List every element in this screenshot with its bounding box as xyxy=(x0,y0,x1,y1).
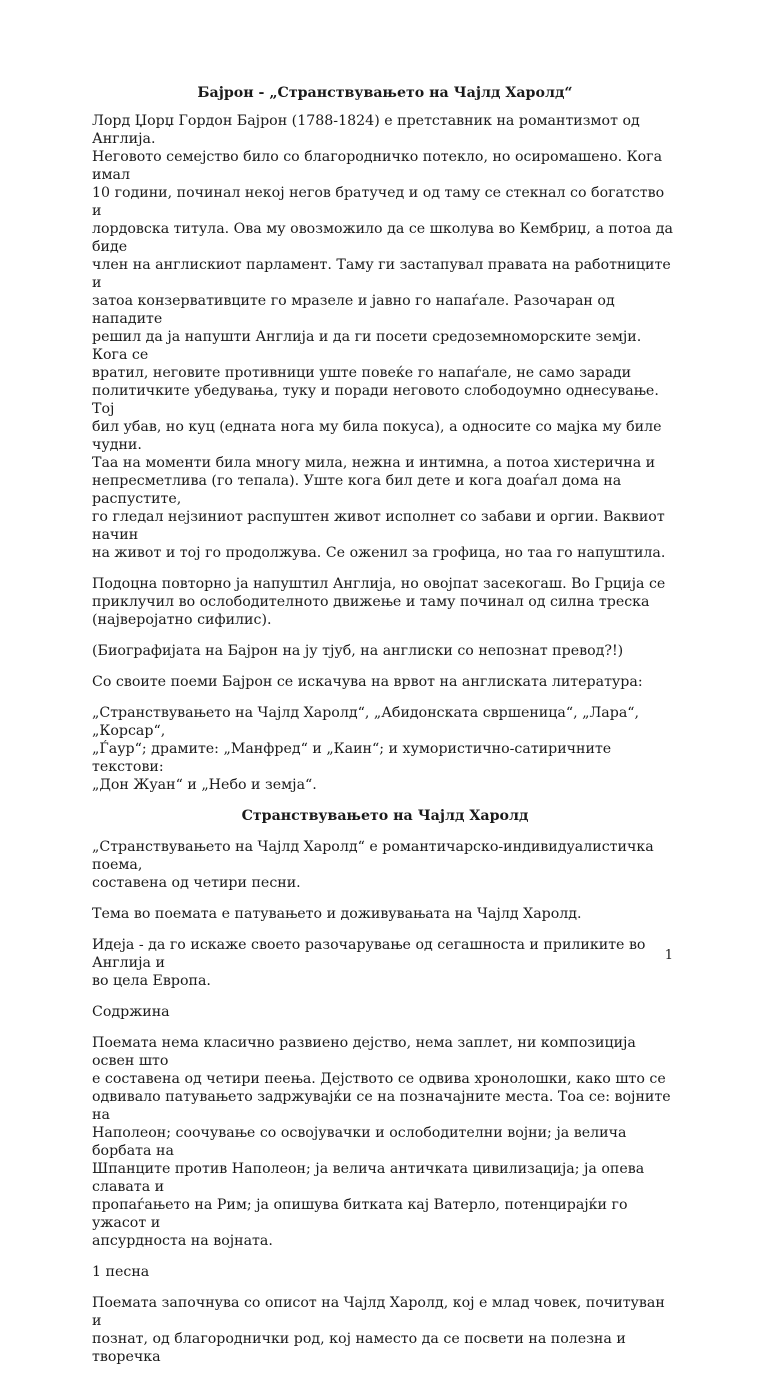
idea-paragraph: Идеја - да го искаже своето разочарување од сегашноста и приликите во Англија и во цела Европа. xyxy=(92,937,646,989)
canto-paragraph: Поемата започнува со описот на Чајлд Харолд, кој е млад човек, почитуван и познат, од благороднички род, кој наместо да се посвети на полезна и творечка xyxy=(92,1295,665,1365)
biography-paragraph: Лорд Џорџ Гордон Бајрон (1788-1824) е претставник на романтизмот од Англија. Неговото семејство било со благородничко потекло, но осиромашено. Кога имал 10 години, починал некој негов братучед и од таму се стекнал со богатство и лордовска титула. Ова му овозможило да се школува во Кембриџ, а потоа да биде член на англискиот парламент. Таму ги застапувал правата на работниците и затоа конзервативците го мразеле и јавно го напаѓале. Разочаран од нападите решил да ја напушти Англија и да ги посети средоземноморските земји. Кога се вратил, неговите противници уште повеќе го напаѓале, не само заради политичките убедувања, туку и поради неговото слободоумно однесување. Тој бил убав, но куц (едната нога му била покуса), а односите со мајка му биле чудни. Таа на моменти била многу мила, нежна и интимна, а потоа хистерична и непресметлива (го тепала). Уште кога бил дете и кога доаѓал дома на распустите, го гледал нејзиниот распуштен живот исполнет со забави и оргии. Ваквиот начин на живот и тој го продолжува. Се оженил за грофица, но таа го напуштила. xyxy=(92,113,673,561)
page-number: 1 xyxy=(664,948,673,963)
later-life-paragraph: Подоцна повторно ја напуштил Англија, но овојпат засекогаш. Во Грција се приклучил во ослободителното движење и таму починал од силна треска (најверојатно сифилис). xyxy=(92,576,666,628)
theme-paragraph: Тема во поемата е патувањето и доживувањата на Чајлд Харолд. xyxy=(92,906,582,922)
poem-description-paragraph: „Странствувањето на Чајлд Харолд“ е романтичарско-индивидуалистичка поема, составена од четири песни. xyxy=(92,839,654,891)
literature-intro-paragraph: Со своите поеми Бајрон се искачува на врвот на англиската литература: xyxy=(92,674,643,690)
section-heading: Странствувањето на Чајлд Харолд xyxy=(241,808,529,824)
document-title: Бајрон - „Странствувањето на Чајлд Харолд“ xyxy=(197,85,573,101)
content-heading: Содржина xyxy=(92,1004,170,1020)
works-list-paragraph: „Странствувањето на Чајлд Харолд“, „Абидонската свршеница“, „Лара“, „Корсар“, „Ѓаур“; драмите: „Манфред“ и „Каин“; и хумористично-сатиричните текстови: „Дон Жуан“ и „Небо и земја“. xyxy=(92,705,640,793)
document-page xyxy=(92,84,678,1379)
content-paragraph: Поемата нема класично развиено дејство, нема заплет, ни композиција освен што е составена од четири пеења. Дејството се одвива хронолошки, како што се одвивало патувањето задржувајќи се на позначајните места. Тоа се: војните на Наполеон; соочување со освојувачки и ослободителни војни; ја велича борбата на Шпанците против Наполеон; ја велича античката цивилизација; ја опева славата и пропаѓањето на Рим; ја опишува битката кај Ватерло, потенцирајќи го ужасот и апсурдноста на војната. xyxy=(92,1035,671,1249)
youtube-note-paragraph: (Биографијата на Бајрон на ју тјуб, на англиски со непознат превод?!) xyxy=(92,643,624,659)
canto-heading: 1 песна xyxy=(92,1264,150,1280)
